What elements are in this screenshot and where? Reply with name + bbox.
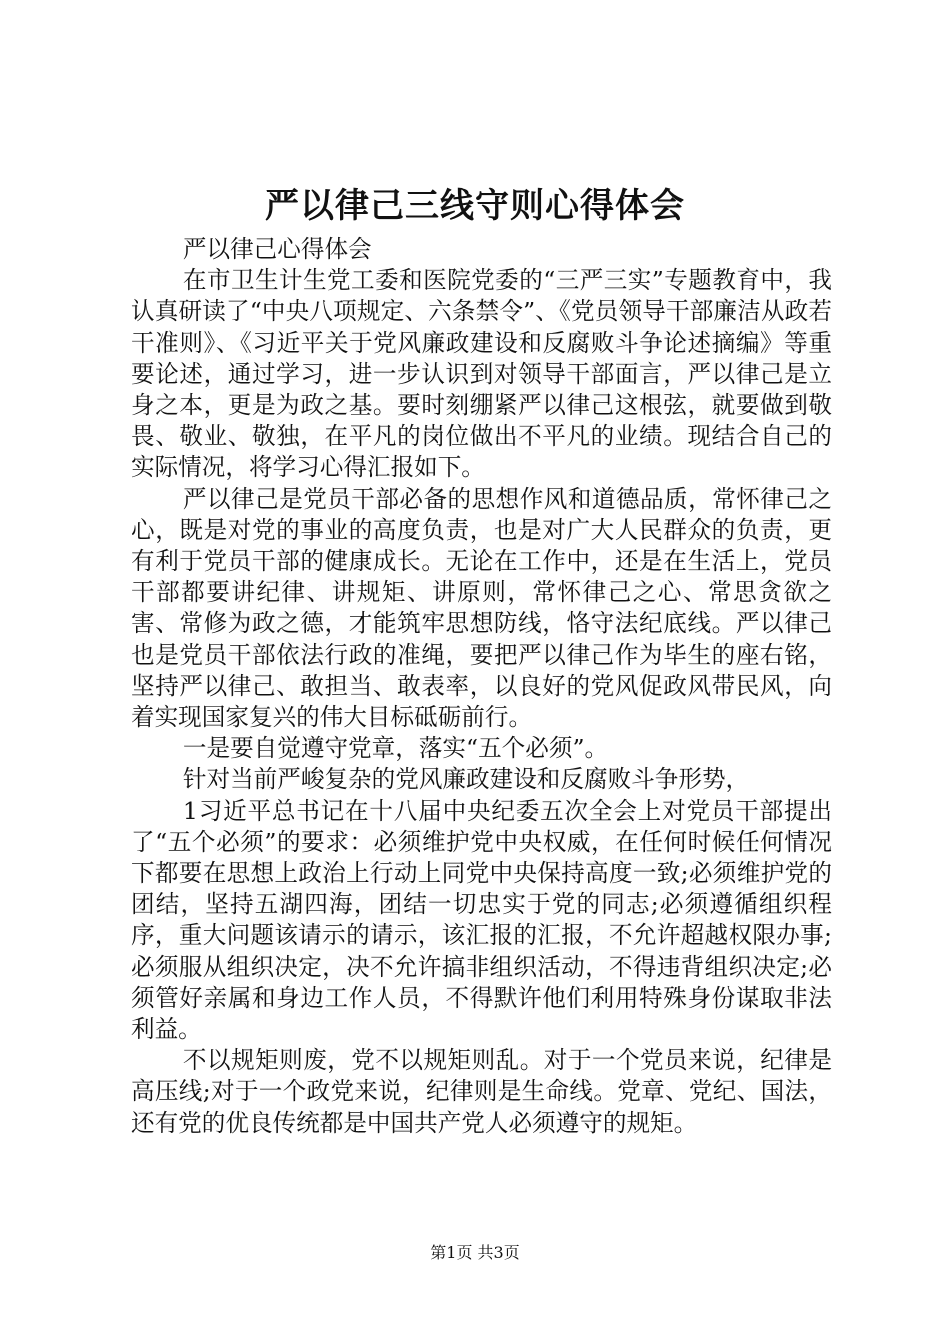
document-body xyxy=(131,234,832,1139)
paragraph-situation: 针对当前严峻复杂的党风廉政建设和反腐败斗争形势， xyxy=(182,765,750,794)
paragraph-self-discipline: 严以律己是党员干部必备的思想作风和道德品质，常怀律己之心，既是对党的事业的高度负责，也是对广大人民群众的负责，更有利于党员干部的健康成长。无论在工作中，还是在生活上，党员干部都要讲纪律、讲规矩、讲原则，常怀律己之心、常思贪欲之害、常修为政之德，才能筑牢思想防线，恪守法纪底线。严以律己也是党员干部依法行政的准绳，要把严以律己作为毕生的座右铭，坚持严以律己、敢担当、敢表率，以良好的党风促政风带民风，向着实现国家复兴的伟大目标砥砺前行。 xyxy=(131,484,832,732)
page-footer: 第1页 共3页 xyxy=(430,1243,520,1262)
paragraph-five-musts: 1习近平总书记在十八届中央纪委五次全会上对党员干部提出了“五个必须”的要求：必须维护党中央权威，在任何时候任何情况下都要在思想上政治上行动上同党中央保持高度一致;必须维护党的团结，坚持五湖四海，团结一切忠实于党的同志;必须遵循组织程序，重大问题该请示的请示，该汇报的汇报，不允许超越权限办事;必须服从组织决定，决不允许搞非组织活动，不得违背组织决定;必须管好亲属和身边工作人员，不得默许他们利用特殊身份谋取非法利益。 xyxy=(131,796,832,1044)
paragraph-subtitle: 严以律己心得体会 xyxy=(182,235,372,263)
paragraph-intro: 在市卫生计生党工委和医院党委的“三严三实”专题教育中，我认真研读了“中央八项规定、六条禁令”、《党员领导干部廉洁从政若干准则》、《习近平关于党风廉政建设和反腐败斗争论述摘编》等重要论述，通过学习，进一步认识到对领导干部面言，严以律己是立身之本，更是为政之基。要时刻绷紧严以律己这根弦，就要做到敬畏、敬业、敬独，在平凡的岗位做出不平凡的业绩。现结合自己的实际情况，将学习心得汇报如下。 xyxy=(131,266,832,482)
paragraph-rules: 不以规矩则废，党不以规矩则乱。对于一个党员来说，纪律是高压线;对于一个政党来说，纪律则是生命线。党章、党纪、国法，还有党的优良传统都是中国共产党人必须遵守的规矩。 xyxy=(131,1046,832,1137)
document-title: 严以律己三线守则心得体会 xyxy=(265,186,685,226)
paragraph-point-one: 一是要自觉遵守党章，落实“五个必须”。 xyxy=(182,734,609,763)
